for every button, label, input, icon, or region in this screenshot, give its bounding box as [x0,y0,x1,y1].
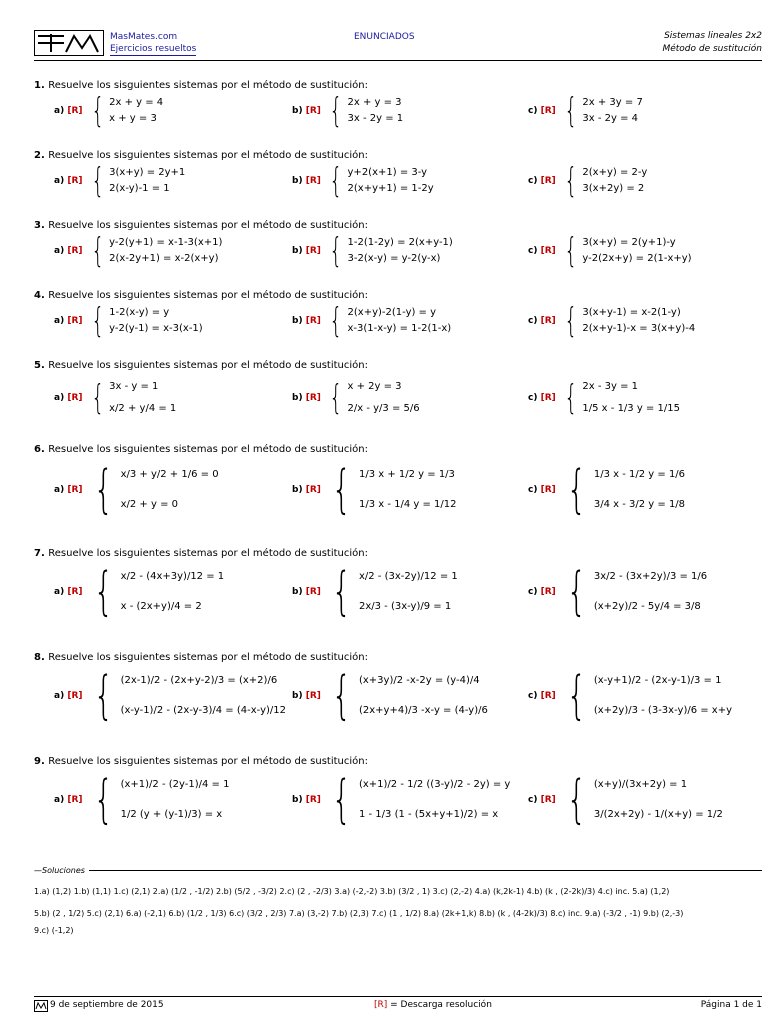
system-label [54,691,83,701]
equation: (x+3y)/2 -x-2y = (y-4)/4 [358,675,480,686]
brace-icon: { [329,91,343,131]
exercise-title [34,756,368,767]
equation-system [325,770,510,830]
resolution-link[interactable]: [R] [305,246,321,256]
exercise-title [34,548,368,559]
exercise-number: 4. [34,290,49,301]
equation: 2(x+y) = 2-y [582,167,648,178]
system-label [292,691,321,701]
resolution-link[interactable]: [R] [67,795,83,805]
equation-system [560,460,685,520]
equation: 3/(2x+2y) - 1/(x+y) = 1/2 [593,809,723,820]
resolution-link[interactable]: [R] [305,587,321,597]
exercise-block [34,360,762,440]
brand-subtitle: Ejercicios resueltos [110,44,197,54]
resolution-link[interactable]: [R] [540,485,556,495]
resolution-link[interactable]: [R] [67,246,83,256]
equation: 3(x+2y) = 2 [582,183,645,194]
item-letter: b) [292,393,306,403]
system-item [528,770,723,830]
equation-system [325,460,457,520]
system-item [54,376,176,420]
resolution-link[interactable]: [R] [540,106,556,116]
footer-date: 9 de septiembre de 2015 [50,1000,164,1010]
exercise-number: 2. [34,150,49,161]
equation-system [87,231,223,271]
equation: 1/5 x - 1/3 y = 1/15 [582,403,680,414]
brace-icon: { [331,562,352,622]
solutions-line: 5.b) (2 , 1/2) 5.c) (2,1) 6.a) (-2,1) 6.b) (1/2 , 1/3) 6.c) (3/2 , 2/3) 7.a) (3,-2) 7.b) (2,3) 7.c) (1 , 1/2) 8.a) (2k+1,k) 8.b) (k , (4-2k)/3) 8.c) inc. 9.a) (-3/2 , -1) 9.b) (2,-3) [34,909,684,918]
system-item [292,301,452,341]
exercise-number: 1. [34,80,49,91]
item-letter: a) [54,316,68,326]
equation: (x+2y)/2 - 5y/4 = 3/8 [593,601,701,612]
exercise-instruction: Resuelve los sisguientes sistemas por el método de sustitución: [48,290,368,301]
equation: x/2 - (3x-2y)/12 = 1 [358,571,458,582]
system-item [54,460,219,520]
system-item [54,301,203,341]
solutions-header: — Soluciones [34,866,762,875]
equation-system [325,562,458,622]
brace-icon: { [331,460,352,520]
section-title: ENUNCIADOS [354,32,415,42]
system-label [54,176,83,186]
equation: 3(x+y-1) = x-2(1-y) [582,307,681,318]
exercise-number: 3. [34,220,49,231]
equation: 3x - y = 1 [109,381,159,392]
equation: x/2 + y = 0 [120,499,178,510]
resolution-link[interactable]: [R] [305,393,321,403]
system-label [528,485,556,495]
brace-icon: { [93,770,113,830]
exercise-block [34,652,762,732]
exercise-instruction: Resuelve los sisguientes sistemas por el método de sustitución: [48,220,368,231]
equation-system [560,301,696,341]
system-item [528,91,643,131]
resolution-link[interactable]: [R] [305,176,321,186]
equation: 3/4 x - 3/2 y = 1/8 [593,499,686,510]
system-label [292,176,321,186]
equation-system [87,376,177,420]
solutions-section [34,866,762,937]
system-item [292,770,510,830]
system-label [528,246,556,256]
brace-icon: { [566,666,587,726]
exercise-instruction: Resuelve los sisguientes sistemas por el método de sustitución: [48,756,368,767]
solutions-line: 1.a) (1,2) 1.b) (1,1) 1.c) (2,1) 2.a) (1/2 , -1/2) 2.b) (5/2 , -3/2) 2.c) (2 , -2/3) 3.a) (-2,-2) 3.b) (3/2 , 1) 3.c) (2,-2) 4.a) (k,2k-1) 4.b) (k , (2-2k)/3) 4.c) inc. 5.a) (1,2) [34,887,670,896]
item-letter: c) [528,587,541,597]
equation: 1/2 (y + (y-1)/3) = x [120,809,223,820]
exercise-number: 7. [34,548,49,559]
item-letter: b) [292,587,306,597]
brace-icon: { [566,460,587,520]
system-item [292,376,420,420]
system-item [54,91,164,131]
equation-system [325,666,488,726]
system-item [292,562,458,622]
system-label [528,393,556,403]
page-header [34,26,762,62]
equation: 3x - 2y = 4 [582,113,639,124]
equation: 2(x+y-1)-x = 3(x+y)-4 [582,323,696,334]
equation-system [560,161,648,201]
system-item [54,161,186,201]
system-item [292,91,404,131]
brace-icon: { [93,460,113,520]
exercise-number: 6. [34,444,49,455]
system-item [54,770,229,830]
equation: x + y = 3 [109,113,157,124]
exercise-block [34,548,762,628]
exercise-block [34,290,762,370]
exercise-block [34,756,762,836]
brace-icon: { [90,91,104,131]
resolution-link[interactable]: [R] [540,393,556,403]
equation: 3-2(x-y) = y-2(y-x) [347,253,441,264]
resolution-link[interactable]: [R] [540,587,556,597]
equation: 2x/3 - (3x-y)/9 = 1 [358,601,452,612]
equation: x - (2x+y)/4 = 2 [120,601,202,612]
equation: (x-y-1)/2 - (2x-y-3)/4 = (4-x-y)/12 [120,705,286,716]
equation-system [325,301,452,341]
system-item [528,161,648,201]
equation-system [560,666,732,726]
equation: 2(x-2y+1) = x-2(x+y) [109,253,219,264]
topic-title [662,30,762,56]
exercise-instruction: Resuelve los sisguientes sistemas por el método de sustitución: [48,80,368,91]
equation: 2(x+y)-2(1-y) = y [347,307,437,318]
brace-icon: { [90,378,104,418]
resolution-link[interactable]: [R] [540,176,556,186]
brace-icon: { [564,301,578,341]
equation: 1-2(x-y) = y [109,307,170,318]
equation: 1/3 x + 1/2 y = 1/3 [358,469,455,480]
solutions-line: 9.c) (-1,2) [34,926,74,935]
equation-system [87,91,164,131]
equation-system [560,562,707,622]
masmates-small-logo-icon [34,1000,48,1012]
exercise-number: 8. [34,652,49,663]
exercise-instruction: Resuelve los sisguientes sistemas por el método de sustitución: [48,360,368,371]
system-item [528,562,707,622]
equation: 1 - 1/3 (1 - (5x+y+1)/2) = x [358,809,499,820]
brace-icon: { [90,231,104,271]
equation-system [560,376,680,420]
equation: 2x + y = 3 [347,97,402,108]
equation: x/3 + y/2 + 1/6 = 0 [120,469,219,480]
exercise-title [34,80,368,91]
brace-icon: { [329,161,343,201]
equation: (2x+y+4)/3 -x-y = (4-y)/6 [358,705,488,716]
exercise-block [34,80,762,160]
equation: (2x-1)/2 - (2x+y-2)/3 = (x+2)/6 [120,675,278,686]
item-letter: a) [54,795,68,805]
item-letter: b) [292,176,306,186]
equation-system [87,301,203,341]
download-link[interactable]: [R] [374,1000,388,1010]
item-letter: a) [54,485,68,495]
system-label [292,587,321,597]
equation-system [87,770,230,830]
equation-system [325,161,434,201]
item-letter: a) [54,246,68,256]
item-letter: a) [54,587,68,597]
footer-legend [374,1000,492,1010]
system-label [292,393,321,403]
brace-icon: { [329,301,343,341]
item-letter: b) [292,485,306,495]
item-letter: c) [528,176,541,186]
brace-icon: { [564,378,578,418]
equation: y-2(2x+y) = 2(1-x+y) [582,253,692,264]
resolution-link[interactable]: [R] [305,485,321,495]
item-letter: c) [528,246,541,256]
resolution-link[interactable]: [R] [67,691,83,701]
equation: 1-2(1-2y) = 2(x+y-1) [347,237,453,248]
exercise-title [34,652,368,663]
item-letter: a) [54,106,68,116]
equation-system [560,770,723,830]
item-letter: a) [54,691,68,701]
equation-system [87,460,219,520]
equation: 2x + 3y = 7 [582,97,643,108]
equation-system [560,91,643,131]
resolution-link[interactable]: [R] [67,485,83,495]
item-letter: b) [292,316,306,326]
equation-system [87,562,225,622]
system-label [54,485,83,495]
system-item [54,666,286,726]
resolution-link[interactable]: [R] [67,106,83,116]
system-item [292,231,453,271]
system-label [54,587,83,597]
equation: y-2(y-1) = x-3(x-1) [109,323,203,334]
equation: (x+2y)/3 - (3-3x-y)/6 = x+y [593,705,733,716]
system-label [528,176,556,186]
system-item [54,231,223,271]
resolution-link[interactable]: [R] [305,316,321,326]
item-letter: c) [528,106,541,116]
exercise-title [34,220,368,231]
equation-system [325,376,420,420]
resolution-link[interactable]: [R] [540,795,556,805]
equation: (x+y)/(3x+2y) = 1 [593,779,688,790]
item-letter: a) [54,176,68,186]
system-item [528,231,692,271]
resolution-link[interactable]: [R] [67,587,83,597]
equation: 1/3 x - 1/4 y = 1/12 [358,499,457,510]
exercise-title [34,444,368,455]
equation: (x+1)/2 - (2y-1)/4 = 1 [120,779,230,790]
masmates-logo [34,30,104,56]
exercise-instruction: Resuelve los sisguientes sistemas por el método de sustitución: [48,652,368,663]
resolution-link[interactable]: [R] [540,246,556,256]
system-item [528,460,685,520]
topic-line-1: Sistemas lineales 2x2 [664,31,762,41]
item-letter: b) [292,246,306,256]
equation-system [325,231,453,271]
system-label [292,246,321,256]
item-letter: c) [528,485,541,495]
brace-icon: { [90,301,104,341]
resolution-link[interactable]: [R] [305,106,321,116]
legend-text: = Descarga resolución [387,1000,492,1010]
brace-icon: { [331,770,352,830]
equation: x + 2y = 3 [347,381,402,392]
system-label [54,106,83,116]
brace-icon: { [564,231,578,271]
topic-line-2: Método de sustitución [662,44,762,54]
system-label [292,106,321,116]
exercise-instruction: Resuelve los sisguientes sistemas por el método de sustitución: [48,150,368,161]
exercise-title [34,360,368,371]
resolution-link[interactable]: [R] [67,316,83,326]
system-label [528,316,556,326]
system-item [528,666,732,726]
brace-icon: { [566,562,587,622]
resolution-link[interactable]: [R] [67,393,83,403]
site-link[interactable]: MasMates.com [110,32,178,42]
item-letter: c) [528,691,541,701]
system-label [54,316,83,326]
equation: 2(x-y)-1 = 1 [109,183,170,194]
system-label [292,316,321,326]
item-letter: a) [54,393,68,403]
exercise-number: 9. [34,756,49,767]
brace-icon: { [564,91,578,131]
item-letter: b) [292,106,306,116]
exercise-block [34,444,762,524]
equation-system [87,161,186,201]
equation: 3(x+y) = 2y+1 [109,167,186,178]
solutions-body [34,881,762,937]
equation: 2x - 3y = 1 [582,381,639,392]
item-letter: c) [528,393,541,403]
system-item [292,666,488,726]
item-letter: b) [292,691,306,701]
equation: 2(x+y+1) = 1-2y [347,183,434,194]
resolution-link[interactable]: [R] [540,691,556,701]
header-divider [34,60,762,61]
equation: 2x + y = 4 [109,97,164,108]
brace-icon: { [566,770,587,830]
exercise-title [34,150,368,161]
equation-system [560,231,692,271]
system-item [528,376,680,420]
equation: y-2(y+1) = x-1-3(x+1) [109,237,223,248]
system-label [54,393,83,403]
brand [110,31,196,56]
equation: x-3(1-x-y) = 1-2(1-x) [347,323,452,334]
resolution-link[interactable]: [R] [67,176,83,186]
resolution-link[interactable]: [R] [305,795,321,805]
brace-icon: { [564,161,578,201]
item-letter: c) [528,316,541,326]
equation-system [87,666,287,726]
solutions-title: Soluciones [42,866,85,875]
exercise-instruction: Resuelve los sisguientes sistemas por el método de sustitución: [48,548,368,559]
exercise-number: 5. [34,360,49,371]
solutions-rule [89,870,762,871]
system-label [528,795,556,805]
equation: x/2 - (4x+3y)/12 = 1 [120,571,225,582]
equation-system [325,91,404,131]
footer-divider [34,996,762,997]
system-item [292,460,457,520]
brace-icon: { [93,666,113,726]
equation: (x-y+1)/2 - (2x-y-1)/3 = 1 [593,675,722,686]
system-label [528,587,556,597]
system-label [528,106,556,116]
system-label [528,691,556,701]
resolution-link[interactable]: [R] [540,316,556,326]
equation: y+2(x+1) = 3-y [347,167,428,178]
system-item [54,562,224,622]
equation: x/2 + y/4 = 1 [109,403,177,414]
item-letter: c) [528,795,541,805]
equation: 2/x - y/3 = 5/6 [347,403,420,414]
system-item [292,161,434,201]
equation: 3(x+y) = 2(y+1)-y [582,237,676,248]
exercise-title [34,290,368,301]
system-item [528,301,696,341]
system-label [54,246,83,256]
brace-icon: { [90,161,104,201]
brace-icon: { [329,378,343,418]
equation: 3x/2 - (3x+2y)/3 = 1/6 [593,571,708,582]
equation: 3x - 2y = 1 [347,113,404,124]
exercise-instruction: Resuelve los sisguientes sistemas por el método de sustitución: [48,444,368,455]
equation: 1/3 x - 1/2 y = 1/6 [593,469,686,480]
system-label [292,795,321,805]
item-letter: b) [292,795,306,805]
system-label [292,485,321,495]
exercise-block [34,220,762,300]
resolution-link[interactable]: [R] [305,691,321,701]
brace-icon: { [93,562,113,622]
page-number: Página 1 de 1 [700,1000,762,1010]
system-label [54,795,83,805]
exercise-block [34,150,762,230]
equation: (x+1)/2 - 1/2 ((3-y)/2 - 2y) = y [358,779,511,790]
brace-icon: { [329,231,343,271]
brace-icon: { [331,666,352,726]
